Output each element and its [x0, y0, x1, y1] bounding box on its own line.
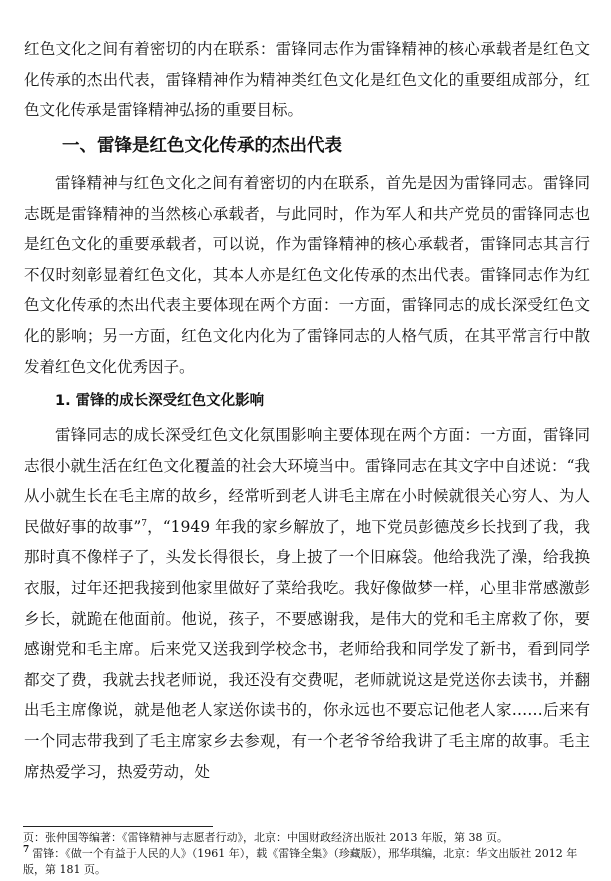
- footnote-reference: 7: [141, 518, 148, 529]
- body-paragraph-1: 雷锋精神与红色文化之间有着密切的内在联系，首先是因为雷锋同志。雷锋同志既是雷锋精神的当然核心承载者，与此同时，作为军人和共产党员的雷锋同志也是红色文化的重要承载者，可以说，作为雷锋精神的核心承载者，雷锋同志其言行不仅时刻彰显着红色文化，其本人亦是红色文化传承的杰出代表。雷锋同志作为红色文化传承的杰出代表主要体现在两个方面：一方面，雷锋同志的成长深受红色文化的影响；另一方面，红色文化内化为了雷锋同志的人格气质，在其平常言行中散发着红色文化优秀因子。: [24, 174, 590, 376]
- subsection-heading: 1. 雷锋的成长深受红色文化影响: [55, 393, 265, 409]
- paragraph-2-text-a: 雷锋同志的成长深受红色文化氛围影响主要体现在两个方面：一方面，雷锋同志很小就生活在红色文化覆盖的社会大环境当中。雷锋同志在其文字中自述说：“我从小就生长在毛主席的故乡，经常听到老人讲毛主席在小时候就很关心穷人、为人民做好事的故事”: [24, 426, 590, 536]
- footnote-divider: [23, 826, 213, 827]
- body-paragraph-2: [24, 420, 590, 787]
- paragraph-2-text-b: ，“1949 年我的家乡解放了，地下党员彭德茂乡长找到了我，我那时真不像样子了，头发长得很长，身上披了一个旧麻袋。他给我洗了澡，给我换衣服，过年还把我接到他家里做好了菜给我吃。我好像做梦一样，心里非常感激彭乡长，就跪在他面前。他说，孩子，不要感谢我，是伟大的党和毛主席救了你，要感谢党和毛主席。后来党又送我到学校念书，老师给我和同学发了新书，看到同学都交了费，我就去找老师说，我还没有交费呢，老师就说这是党送你去读书，并翻出毛主席像说，就是他老人家送你读书的，你永远也不要忘记他老人家……后来有一个同志带我到了毛主席家乡去参观，有一个老爷爷给我讲了毛主席的故事。毛主席热爱学习，热爱劳动，处: [24, 517, 590, 781]
- intro-paragraph: 红色文化之间有着密切的内在联系：雷锋同志作为雷锋精神的核心承载者是红色文化传承的杰出代表，雷锋精神作为精神类红色文化是红色文化的重要组成部分，红色文化传承是雷锋精神弘扬的重要目标。: [24, 40, 590, 120]
- footnote-2: [23, 846, 589, 877]
- section-heading: 一、雷锋是红色文化传承的杰出代表: [62, 136, 342, 156]
- footnote-1: 页：张仲国等编著：《雷锋精神与志愿者行动》，北京：中国财政经济出版社 2013 年版，第 38 页。: [23, 831, 508, 844]
- footnote-2-mark: 7: [23, 845, 30, 856]
- footnote-2-text: 雷锋：《做一个有益于人民的人》（1961 年），载《雷锋全集》（珍藏版），邢华琪编，北京：华文出版社 2012 年版，第 181 页。: [23, 847, 578, 876]
